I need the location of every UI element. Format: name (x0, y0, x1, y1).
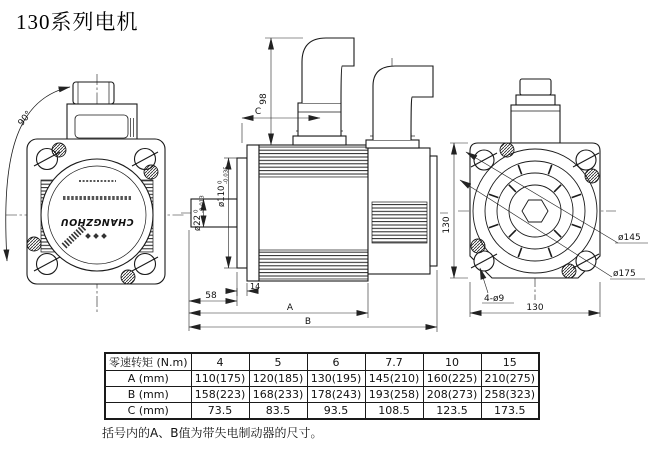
dim-a-label: A (286, 303, 294, 313)
table-cell: 173.5 (481, 403, 539, 420)
svg-text:-0.013: -0.013 (199, 195, 206, 213)
dim-holes-label: 4-ø9 (484, 294, 505, 304)
svg-text:-0.035: -0.035 (223, 166, 230, 184)
front-view (6, 74, 186, 314)
table-header-cell: 7.7 (365, 353, 423, 371)
encoder-connector-rear (511, 79, 560, 143)
row-label: B (mm) (105, 387, 191, 403)
page-title: 130系列电机 (16, 10, 139, 34)
table-cell: 93.5 (307, 403, 365, 420)
brand-text: CHANGZHOU (60, 216, 134, 227)
dim-c-label: C (254, 107, 262, 117)
table-cell: 178(243) (307, 387, 365, 403)
power-connector-front (67, 82, 137, 141)
footnote: 括号内的A、B值为带失电制动器的尺寸。 (102, 426, 323, 440)
table-cell: 160(225) (423, 371, 481, 387)
table-row (105, 371, 539, 387)
table-header-cell: 6 (307, 353, 365, 371)
table-cell: 83.5 (249, 403, 307, 420)
dim-b-label: B (304, 317, 312, 327)
flange-plate (247, 145, 259, 281)
table-header-cell: 10 (423, 353, 481, 371)
power-connector-side (293, 38, 354, 145)
table-header-cell: 5 (249, 353, 307, 371)
row-label: C (mm) (105, 403, 191, 420)
table-cell: 158(223) (191, 387, 249, 403)
dim-98-label: 98 (259, 93, 269, 105)
table-header-row (105, 353, 539, 371)
dim-width-label: 130 (526, 303, 544, 313)
table-cell: 108.5 (365, 403, 423, 420)
encoder-connector-side (366, 66, 433, 148)
side-view (181, 38, 448, 332)
svg-text:0: 0 (193, 209, 200, 213)
svg-text:0: 0 (217, 180, 224, 184)
table-header-cell: 零速转矩 (N.m) (105, 353, 191, 371)
spigot-boss (237, 158, 247, 268)
table-cell: 210(275) (481, 371, 539, 387)
table-cell: 145(210) (365, 371, 423, 387)
svg-text:ø22: ø22 (193, 214, 203, 231)
dim-bolt-circle-label: ø145 (618, 233, 641, 243)
rear-view (442, 79, 648, 317)
connector-swivel-angle-label: 90° (16, 109, 35, 129)
table-cell: 168(233) (249, 387, 307, 403)
dim-14-label: 14 (250, 282, 261, 291)
dim-58-label: 58 (205, 291, 217, 301)
table-row (105, 403, 539, 420)
table-cell: 73.5 (191, 403, 249, 420)
table-cell: 130(195) (307, 371, 365, 387)
end-cap (430, 156, 437, 266)
table-cell: 193(258) (365, 387, 423, 403)
dim-corner-circle-label: ø175 (613, 269, 636, 279)
table-cell: 123.5 (423, 403, 481, 420)
table-cell: 258(323) (481, 387, 539, 403)
dim-height-label: 130 (442, 216, 452, 234)
table-cell: 208(273) (423, 387, 481, 403)
svg-text:ø110: ø110 (217, 185, 227, 207)
row-label: A (mm) (105, 371, 191, 387)
table-header-cell: 15 (481, 353, 539, 371)
table-header-cell: 4 (191, 353, 249, 371)
table-cell: 120(185) (249, 371, 307, 387)
table-cell: 110(175) (191, 371, 249, 387)
table-row (105, 387, 539, 403)
dimension-table (104, 352, 540, 420)
